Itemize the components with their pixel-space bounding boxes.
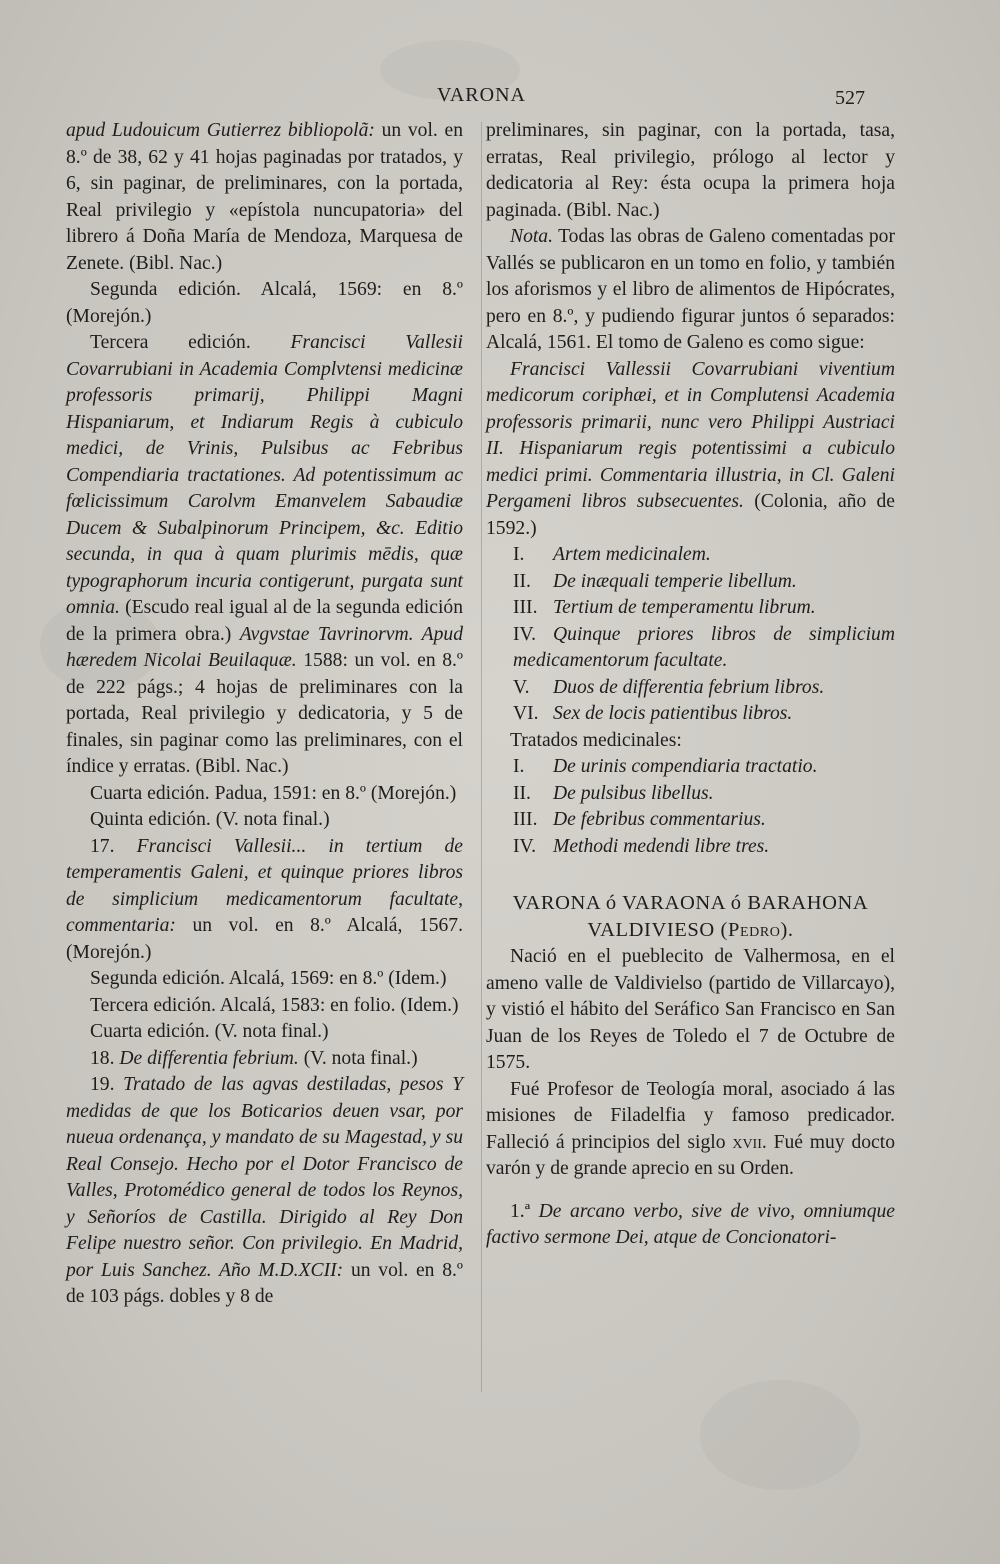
subheading: Tratados medicinales: [510,729,682,751]
paragraph: Nació en el pueblecito de Valhermosa, en el ameno valle de Valdivielso (partido de Villarcayo), y vistió el hábito del Seráfico San Francisco en San Juan de los Reyes de Toledo el 7 de Octubre de 1575. [486,946,895,1073]
paragraph [66,1046,463,1073]
list-item [486,807,895,834]
text: (V. nota final.) [298,1047,418,1069]
list-item [486,622,895,675]
text: un vol. en 8.º de 38, 62 y 41 hojas paginadas por tratados, y 6, sin paginar, de preliminares, con la portada, Real privilegio y «epístola nuncupatoria» del librero á Doña María de Mendoza, Marquesa de Zenete. (Bibl. Nac.) [66,120,464,274]
list-item-title: Artem medicinalem. [553,544,711,565]
list-item-number: V. [513,676,530,698]
list-item-title: De febribus commentarius. [553,809,766,830]
paper-stain [700,1380,860,1490]
spacer [486,1183,895,1199]
text: 1588: un vol. en 8.º de 222 págs.; 4 hojas de preliminares con la portada, Real privilegio y dedicatoria, y 5 de finales, sin paginar como las preliminares, con el índice y erratas. (Bibl. Nac.) [66,650,463,777]
tratados-list [486,754,895,860]
text: un vol. en 8.º Alcalá, 1567. (Morejón.) [66,915,463,963]
italic-text: Nota. [510,226,554,247]
italic-text: Francisci Vallesii... in tertium de temperamentis Galeni, et quinque priores libros de simplicium medicamentorum facultate, commentaria: [66,835,463,936]
paragraph: Tercera edición. Alcalá, 1583: en folio. (Idem.) [90,994,459,1016]
list-item-number: III. [513,597,538,618]
list-item [486,834,895,861]
italic-text: Francisci Vallessii Covarrubiani viventium medicorum coriphæi, et in Complutensi Academia professoris primarii, nunc vero Philippi Austriaci II. Hispaniarum regis potentissimi a cubiculo medici primi. Commentaria illustria, in Cl. Galeni Pergameni libros subsecuentes. [486,358,895,512]
italic-text: Avgvstae Tavrinorvm. Apud hæredem Nicolai Beuilaquæ. [66,623,463,671]
list-item [486,754,895,781]
text: Tercera edición. [90,332,291,353]
author-first-name: Pedro [727,919,781,941]
list-item-number: III. [513,809,538,830]
italic-text: Francisci Vallesii Covarrubiani in Academia Complvtensi medicinæ professoris primarij, Philippi Magni Hispaniarum, et Indiarum Regis à cubiculo medici, de Vrinis, Pulsibus ac Febribus Compendiaria tractationes. Ad potentissimum ac fœlicissimum Carolvm Emanvelem Sabaudiæ Ducem & Subalpinorum Principem, &c. Editio secunda, in qua à quam plurimis mēdis, quæ typographorum incuria contigerunt, purgata sunt omnia. [66,332,463,618]
list-item [486,781,895,808]
century-numeral: xvii [732,1131,762,1153]
list-item-title: Tertium de temperamentu librum. [553,597,816,618]
item-number: 17. [90,835,137,857]
item-number: 19. [90,1074,124,1095]
text: ). [780,919,794,941]
list-item [486,569,895,596]
italic-text: De arcano verbo, sive de vivo, omniumque factivo sermone Dei, atque de Concionatori- [486,1200,895,1248]
item-number: 18. [90,1047,120,1069]
list-item-title: De pulsibus libellus. [553,782,714,804]
list-item-title: Quinque priores libros de simplicium medicamentorum facultate. [513,623,895,671]
list-item-number: II. [513,782,531,804]
column-divider [481,122,482,1392]
list-item-number: I. [513,756,525,777]
paragraph [66,834,463,967]
page-header [0,84,1000,114]
paragraph: Segunda edición. Alcalá, 1569: en 8.º (Idem.) [90,968,447,989]
left-column [66,118,463,1311]
list-item-number: II. [513,570,531,592]
list-item-number: VI. [513,703,539,724]
list-item [486,675,895,702]
italic-text: apud Ludouicum Gutierrez bibliopolã: [66,120,375,141]
list-item-title: Sex de locis patientibus libros. [553,703,793,724]
section-title [486,890,895,944]
list-item-title: Duos de differentia febrium libros. [553,676,825,698]
list-item-title: Methodi medendi libre tres. [553,835,770,857]
paragraph: Cuarta edición. (V. nota final.) [90,1021,329,1042]
page-number: 527 [835,87,865,109]
list-item-number: I. [513,544,525,565]
paragraph [486,1077,895,1183]
right-column [486,118,895,1252]
italic-text: De differentia febrium. [119,1047,299,1069]
paragraph [66,330,463,781]
paragraph [66,118,463,277]
paragraph: preliminares, sin paginar, con la portada, tasa, erratas, Real privilegio, prólogo al lector y dedicatoria al Rey: ésta ocupa la primera hoja paginada. (Bibl. Nac.) [486,120,895,221]
italic-text: Tratado de las agvas destiladas, pesos Y medidas de que los Boticarios deuen vsar, por nueua ordenança, y mandato de su Magestad, y su Real Consejo. Hecho por el Dotor Francisco de Valles, Protomédico general de todos los Reynos, y Señoríos de Castilla. Dirigido al Rey Don Felipe nuestro señor. Con privilegio. En Madrid, por Luis Sanchez. Año M.D.XCII: [66,1074,464,1281]
item-number: 1.ª [510,1200,539,1222]
text: . Fué muy docto varón y de grande aprecio en su Orden. [486,1131,895,1179]
paragraph: Cuarta edición. Padua, 1591: en 8.º (Morejón.) [90,782,457,804]
list-item [486,701,895,728]
paragraph: Quinta edición. (V. nota final.) [90,809,330,830]
galen-works-list [486,542,895,728]
paragraph: Segunda edición. Alcalá, 1569: en 8.º (Morejón.) [66,279,463,327]
paragraph [66,1072,463,1311]
text: un vol. en 8.º de 103 págs. dobles y 8 de [66,1259,463,1307]
list-item [486,542,895,569]
list-item-number: IV. [513,623,537,645]
running-title: VARONA [437,84,526,106]
text: VARONA ó VARAONA ó BARAHONA VALDIVIESO ( [512,892,869,941]
list-item-title: De urinis compendiaria tractatio. [553,756,818,777]
text: (Escudo real igual al de la segunda edición de la primera obra.) [66,597,463,645]
text: Fué Profesor de Teología moral, asociado á las misiones de Filadelfia y famoso predicador. Falleció á principios del siglo [486,1078,895,1153]
text: (Colonia, año de 1592.) [486,491,895,539]
list-item [486,595,895,622]
text: Todas las obras de Galeno comentadas por Vallés se publicaron en un tomo en folio, y también los aforismos y el libro de alimentos de Hipócrates, pero en 8.º, y pudiendo figurar juntos ó separados: Alcalá, 1561. El tomo de Galeno es como sigue: [486,226,895,353]
list-item-title: De inæquali temperie libellum. [553,570,797,592]
list-item-number: IV. [513,835,537,857]
paragraph [486,224,895,357]
paragraph [486,1199,895,1252]
paragraph [486,357,895,543]
